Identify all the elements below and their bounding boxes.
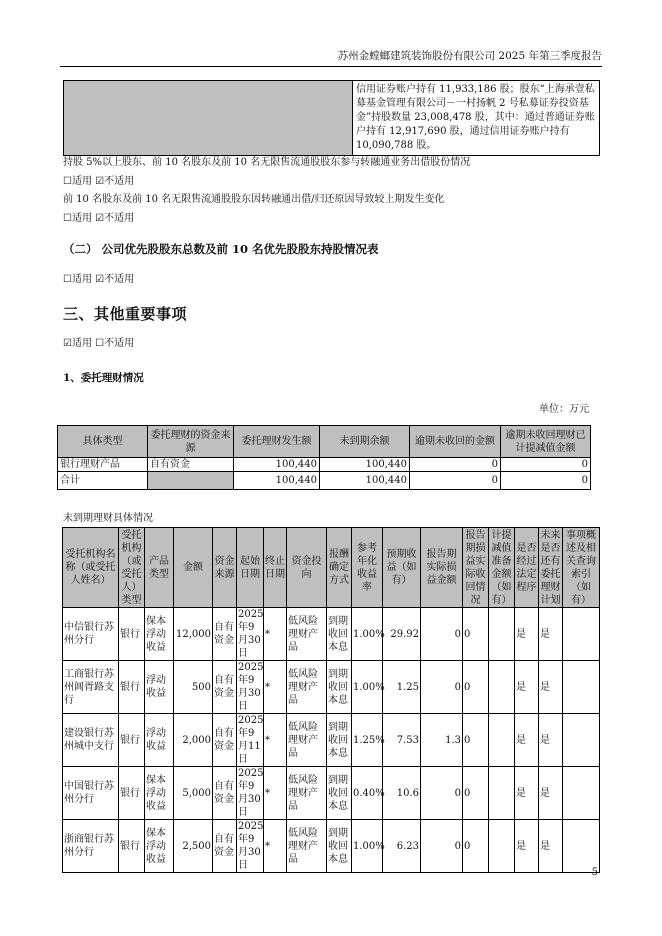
table-cell: 中信银行苏州分行 — [63, 608, 119, 661]
table-cell: 是 — [515, 608, 539, 661]
table-cell: 12,000 — [174, 608, 213, 661]
table-cell — [148, 472, 234, 490]
table-cell: 0 — [463, 608, 489, 661]
table-cell: 是 — [539, 608, 563, 661]
table-row — [63, 767, 600, 820]
table-cell: 0 — [421, 608, 463, 661]
table-cell: 低风险理财产品 — [287, 767, 327, 820]
table-cell: 0 — [463, 767, 489, 820]
table-cell: 100,440 — [234, 472, 320, 490]
unit-label: 单位：万元 — [539, 404, 589, 415]
table-cell: * — [264, 714, 287, 767]
detail-header: 未来是否还有委托理财计划 — [540, 529, 561, 606]
table-cell: 是 — [539, 820, 563, 873]
table-cell — [489, 767, 515, 820]
table-cell: 浙商银行苏州分行 — [63, 820, 119, 873]
table-cell: 到期收回本息 — [327, 767, 352, 820]
table-cell: 低风险理财产品 — [287, 608, 327, 661]
lending-change-option: ☐适用 ☑不适用 — [63, 213, 135, 224]
detail-header: 预期收益（如有） — [383, 528, 421, 608]
table-cell: 到期收回本息 — [327, 714, 352, 767]
detail-header: 终止日期 — [264, 528, 287, 608]
table-cell — [563, 714, 600, 767]
table-cell: * — [264, 608, 287, 661]
table-cell: 2,000 — [174, 714, 213, 767]
shareholder-note-cell: 信用证券账户持有 11,933,186 股；股东“上海承壹私募基金管理有限公司－一村扬帆 2 号私募证券投资基金”持股数量 23,008,478 股，其中：通过普通证券账户持有 12,917,690 股，通过信用证券账户持有 10,090,788 股。 — [353, 81, 600, 156]
table-cell: 工商银行苏州阊胥路支行 — [63, 661, 119, 714]
table-cell: 0 — [410, 458, 501, 472]
detail-header: 报告期损益实际收回情况 — [463, 528, 489, 608]
page-number: 5 — [591, 867, 598, 878]
table-cell: 银行 — [119, 714, 145, 767]
table-cell: 自有资金 — [213, 661, 237, 714]
table-cell: 0 — [463, 661, 489, 714]
table-cell — [563, 767, 600, 820]
table-cell: 自有资金 — [213, 767, 237, 820]
table-cell: 2025年9月30日 — [238, 662, 264, 712]
preferred-option: ☐适用 ☑不适用 — [63, 274, 135, 285]
preferred-shareholders-heading: （二） 公司优先股股东总数及前 10 名优先股股东持股情况表 — [63, 242, 379, 256]
lending-option: ☐适用 ☑不适用 — [63, 176, 135, 187]
shareholder-continuation-table — [63, 80, 600, 156]
table-cell — [489, 820, 515, 873]
detail-caption: 未到期理财具体情况 — [63, 513, 153, 524]
detail-header-row — [63, 528, 600, 608]
table-cell: 中国银行苏州分行 — [63, 767, 119, 820]
detail-header: 计提减值准备金额（如有） — [489, 528, 515, 608]
table-cell: 1.25% — [352, 714, 383, 767]
table-cell: 浮动收益 — [145, 661, 174, 714]
table-cell: 2025年9月11日 — [238, 715, 264, 765]
detail-header: 受托机构（或受托人）类型 — [119, 528, 145, 608]
table-cell: 1.00% — [352, 820, 383, 873]
detail-header: 是否经过法定程序 — [515, 528, 539, 608]
detail-header: 资金来源 — [213, 528, 237, 608]
other-matters-heading: 三、其他重要事项 — [63, 305, 188, 323]
table-cell: 是 — [515, 820, 539, 873]
summary-header: 未到期余额 — [320, 426, 410, 458]
other-matters-option: ☑适用 ☐不适用 — [63, 338, 135, 349]
table-cell: 合计 — [58, 472, 148, 490]
summary-header: 具体类型 — [58, 426, 148, 458]
table-cell: 浮动收益 — [145, 714, 174, 767]
table-cell: 是 — [539, 661, 563, 714]
lending-line: 持股 5%以上股东、前 10 名股东及前 10 名无限售流通股股东参与转融通业务出借股份情况 — [63, 157, 471, 168]
table-cell — [489, 714, 515, 767]
table-cell: 2025年9月30日 — [238, 821, 264, 871]
total-row — [58, 472, 591, 490]
table-cell — [489, 661, 515, 714]
table-cell: 2025年9月30日 — [238, 609, 264, 659]
summary-header-row — [58, 426, 591, 458]
table-cell: 0.40% — [352, 767, 383, 820]
table-row — [58, 458, 591, 472]
table-cell: 0 — [410, 472, 501, 490]
table-cell: 低风险理财产品 — [287, 714, 327, 767]
table-cell: 29.92 — [383, 608, 421, 661]
header-divider — [60, 66, 602, 67]
table-cell: 是 — [515, 767, 539, 820]
table-cell: 低风险理财产品 — [287, 820, 327, 873]
table-cell: 建设银行苏州城中支行 — [63, 714, 119, 767]
table-cell: 银行 — [119, 767, 145, 820]
table-cell: 到期收回本息 — [327, 820, 352, 873]
table-row — [63, 661, 600, 714]
table-cell: 自有资金 — [213, 820, 237, 873]
detail-header: 事项概述及相关查询索引（如有） — [563, 528, 600, 608]
table-cell: 是 — [515, 661, 539, 714]
summary-header: 委托理财的资金来源 — [148, 426, 234, 458]
table-cell: 自有资金 — [213, 608, 237, 661]
summary-table — [57, 425, 591, 490]
detail-header: 起始日期 — [237, 528, 264, 608]
table-cell: 5,000 — [174, 767, 213, 820]
table-cell: 是 — [539, 767, 563, 820]
table-cell: 是 — [515, 714, 539, 767]
table-cell: 是 — [539, 714, 563, 767]
detail-header: 报告期实际损益金额 — [421, 528, 463, 608]
table-cell: 0 — [421, 661, 463, 714]
table-cell: 500 — [174, 661, 213, 714]
wealth-management-heading: 1、委托理财情况 — [63, 372, 144, 384]
lending-change-line: 前 10 名股东及前 10 名无限售流通股股东因转融通出借/归还原因导致较上期发生变化 — [63, 194, 445, 205]
table-cell: 2,500 — [174, 820, 213, 873]
detail-header: 受托机构名称（或受托人姓名） — [63, 528, 119, 608]
table-cell: 0 — [463, 820, 489, 873]
table-row — [63, 820, 600, 873]
table-cell: 银行 — [119, 608, 145, 661]
table-cell: 100,440 — [320, 472, 410, 490]
table-cell: 0 — [421, 820, 463, 873]
table-cell: 保本浮动收益 — [145, 767, 174, 820]
table-cell — [563, 661, 600, 714]
table-cell: 银行 — [119, 820, 145, 873]
table-cell: * — [264, 820, 287, 873]
table-cell: 2025年9月30日 — [238, 768, 264, 818]
table-cell: 0 — [421, 767, 463, 820]
table-cell: 到期收回本息 — [327, 661, 352, 714]
table-cell: 0 — [463, 714, 489, 767]
table-cell: 自有资金 — [148, 458, 234, 472]
table-cell: 10.6 — [383, 767, 421, 820]
table-cell: 1.00% — [352, 608, 383, 661]
table-cell: 6.23 — [383, 820, 421, 873]
table-cell: * — [264, 767, 287, 820]
table-cell — [563, 820, 600, 873]
table-cell: 100,440 — [320, 458, 410, 472]
table-row — [63, 714, 600, 767]
table-cell: 1.3 — [421, 714, 463, 767]
table-cell — [489, 608, 515, 661]
table-cell — [563, 608, 600, 661]
table-cell: 保本浮动收益 — [145, 820, 174, 873]
table-cell: 1.25 — [383, 661, 421, 714]
summary-header: 逾期未收回的金额 — [410, 426, 501, 458]
table-cell: 7.53 — [383, 714, 421, 767]
table-cell: 保本浮动收益 — [145, 608, 174, 661]
table-cell: 100,440 — [234, 458, 320, 472]
shaded-cell — [64, 81, 353, 156]
detail-header: 资金投向 — [287, 528, 327, 608]
report-header: 苏州金螳螂建筑装饰股份有限公司 2025 年第三季度报告 — [337, 50, 602, 62]
detail-header: 金额 — [174, 528, 213, 608]
table-cell: 自有资金 — [213, 714, 237, 767]
table-cell: * — [264, 661, 287, 714]
detail-header: 参考年化收益率 — [352, 528, 383, 608]
table-cell: 0 — [501, 472, 591, 490]
detail-header: 产品类型 — [145, 528, 174, 608]
detail-table — [62, 527, 600, 873]
summary-header: 逾期未收回理财已计提减值金额 — [501, 426, 591, 458]
table-cell: 0 — [501, 458, 591, 472]
detail-header: 报酬确定方式 — [327, 528, 352, 608]
table-row — [63, 608, 600, 661]
table-cell: 银行 — [119, 661, 145, 714]
table-cell: 到期收回本息 — [327, 608, 352, 661]
table-cell: 银行理财产品 — [58, 458, 148, 472]
table-cell: 1.00% — [352, 661, 383, 714]
summary-header: 委托理财发生额 — [234, 426, 320, 458]
table-cell: 低风险理财产品 — [287, 661, 327, 714]
